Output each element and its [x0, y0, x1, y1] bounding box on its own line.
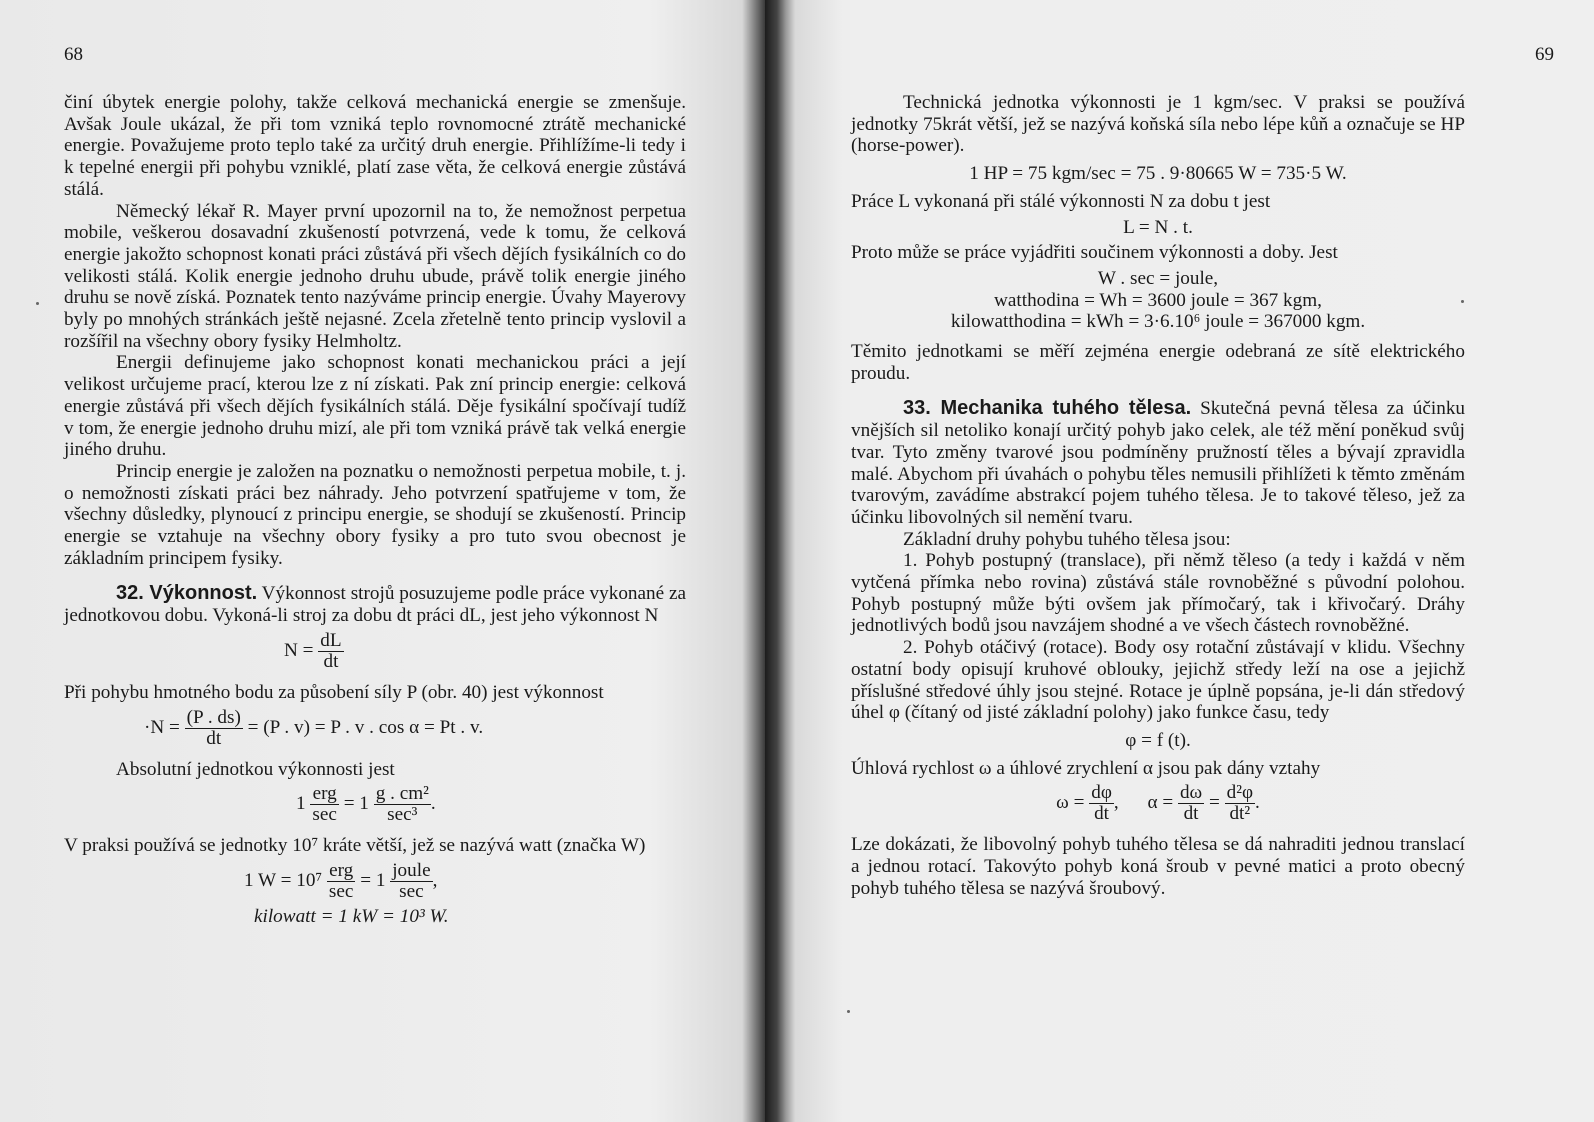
book-gutter	[765, 0, 795, 1122]
right-text-column	[851, 92, 1465, 900]
fraction: $\frac{\text{erg}}{\sec}$	[312, 783, 337, 826]
paragraph: Princip energie je založen na poznatku o nemožnosti perpetua mobile, t. j. o nemožnosti získati práci bez náhrady. Jeho potvrzení spatřujeme v tom, že všechny důsledky, plynoucí z principu energie, se shodují se zkušeností. Princip energie se vztahuje na všechny obory fysiky a pro tuto svou obecnost je základním principem fysiky.	[64, 460, 686, 569]
paragraph: činí úbytek energie polohy, takže celková mechanická energie se zmenšuje. Avšak Joule ukázal, že při tom vzniká teplo rovnomocné ztrátě mechanické energie. Považujeme proto teplo také za určitý druh energie. Přihlížíme-li tedy i k tepelné energii při pohybu vzniklé, platí zase věta, že celková energie zůstává stálá.	[64, 92, 686, 200]
fraction: $\frac{\text{g . cm²}}{\text{sec³}}$	[375, 783, 429, 826]
paragraph: Energii definujeme jako schopnost konati mechanickou práci a její velikost určujeme prací, kterou lze z ní získati. Pak zní princip energie: celková energie zůstává při všech dějích fysikálních stálá. Děje fysikální spočívají tudíž v tom, že energie jednoho druhu mizí, ale při tom vzniká právě tak velká energie jiného druhu.	[64, 352, 686, 461]
fraction: $\frac{dL}{dt}$	[320, 629, 342, 672]
page-number: 68	[64, 44, 83, 65]
equation-kilowatthour: kilowatthodina = kWh = 3·6.10⁶ joule = 367000 kgm.	[950, 311, 1366, 333]
equation-angle: φ = f (t).	[1125, 729, 1191, 751]
paragraph: Absolutní jednotkou výkonnosti jest	[116, 758, 395, 780]
paragraph: 1. Pohyb postupný (translace), při němž těleso (a tedy i každá v něm vytčená přímka nebo rovina) zůstává stále rovnoběžné s původní polohou. Pohyb postupný může býti ovšem jak přímočarý, tak i křivočarý. Dráhy jednotlivých bodů jsou navzájem shodné a ve všech částech rovnoběžné.	[851, 550, 1465, 637]
paragraph: Skutečná pevná tělesa za účinku vnějších sil netoliko konají určitý pohyb jako celek, ale též mění poněkud svůj tvar. Tyto změny tvarové jsou podmíněny pružností těles a bývají zpravidla malé. Abychom při úvahách o pohybu těles nemusili přihlížeti k těmto změnám tvarovým, zavádíme abstrakcí pojem tuhého tělesa. Je to takové těleso, jež za účinku libovolných sil nemění tvaru.	[851, 398, 1466, 528]
left-page	[0, 0, 765, 1122]
print-speck	[847, 1010, 850, 1013]
paragraph: Při pohybu hmotného bodu za působení síly P (obr. 40) jest výkonnost	[64, 681, 604, 703]
fraction: $\frac{(P . ds)}{dt}$	[186, 706, 241, 749]
page-number: 69	[1535, 44, 1554, 65]
equation-horsepower: 1 HP = 75 kgm/sec = 75 . 9·80665 W = 735·5 W.	[969, 163, 1347, 185]
fraction: $\frac{d\varphi}{dt}$	[1091, 782, 1112, 825]
print-speck	[36, 302, 39, 305]
equation-kilowatt: kilowatt = 1 kW = 10³ W.	[254, 905, 449, 927]
equation-absolute-unit: 1 $\frac{\text{erg}}{\sec}$ = 1 $\frac{\text{g . cm²}}{\text{sec³}}$ .	[296, 783, 436, 826]
section-33	[851, 398, 1465, 528]
right-page	[795, 0, 1594, 1122]
left-text-column	[64, 92, 686, 930]
equation-work: L = N . t.	[1123, 216, 1193, 238]
equation-power: N = $\frac{dL}{dt}$	[284, 629, 342, 672]
fraction: $\frac{\text{erg}}{\sec}$	[328, 859, 354, 902]
section-heading: 32. Výkonnost.	[116, 582, 258, 605]
paragraph: Výkonnost strojů posuzujeme podle práce vykonané za jednotkovou dobu. Vykoná-li stroj za dobu dt práci dL, jest jeho výkonnost N	[64, 583, 686, 627]
equation-joule: W . sec = joule,	[1097, 267, 1219, 289]
paragraph: Technická jednotka výkonnosti je 1 kgm/sec. V praksi se používá jednotky 75krát větší, jež se nazývá koňská síla nebo lépe kůň a označuje se HP (horse-power).	[851, 92, 1465, 157]
section-32	[64, 583, 686, 626]
paragraph: Základní druhy pohybu tuhého tělesa jsou:	[903, 528, 1231, 550]
paragraph: Těmito jednotkami se měří zejména energie odebraná ze sítě elektrického proudu.	[851, 341, 1465, 384]
paragraph: Lze dokázati, že libovolný pohyb tuhého tělesa se dá nahraditi jednou translací a jednou rotací. Takovýto pohyb koná šroub v pevné matici a proto obecný pohyb tuhého tělesa se nazývá šroubový.	[851, 834, 1465, 899]
equation-watthour: watthodina = Wh = 3600 joule = 367 kgm,	[994, 289, 1322, 311]
fraction: $\frac{\text{d²φ}}{\text{dt²}}$	[1226, 782, 1254, 825]
fraction: $\frac{\text{joule}}{\sec}$	[392, 859, 431, 902]
section-heading: 33. Mechanika tuhého tělesa.	[903, 397, 1192, 420]
equation-power-point: ·N = $\frac{(P . ds)}{dt}$ = (P . v) = P . v . cos α = Pt . v.	[144, 706, 484, 749]
paragraph: Proto může se práce vyjádřiti součinem výkonnosti a doby. Jest	[851, 242, 1338, 264]
equation-angular: ω = $\frac{d\varphi}{dt}$ , α = $\frac{d\omega}{dt}$ = $\frac{\text{d²φ}}{\text{dt²}}$ .	[1056, 782, 1260, 825]
fraction: $\frac{d\omega}{dt}$	[1179, 782, 1203, 825]
paragraph: Úhlová rychlost ω a úhlové zrychlení α jsou pak dány vztahy	[851, 757, 1321, 779]
print-speck	[1461, 300, 1464, 303]
paragraph: 2. Pohyb otáčivý (rotace). Body osy rotační zůstávají v klidu. Všechny ostatní body opisují kruhové oblouky, jejichž středy leží na ose a jejichž příslušné středové úhly jsou stejné. Rotace je úplně popsána, je-li dán středový úhel φ (čítaný od jisté základní polohy) jako funkce času, tedy	[851, 637, 1465, 724]
paragraph: Německý lékař R. Mayer první upozornil na to, že nemožnost perpetua mobile, veškerou dosavadní zkušeností potvrzená, vede k tomu, že celková energie jakožto schopnost konati práci zůstává při všech dějích fysikálních co do velikosti stálá. Kolik energie jednoho druhu ubude, právě tolik energie jiného druhu se nově získá. Poznatek tento nazýváme princip energie. Úvahy Mayerovy byly po mnohých stránkách ještě nejasné. Zcela zřetelně tento princip vyslovil a rozšířil na všechny obory fysiky Helmholtz.	[64, 200, 686, 352]
equation-watt: 1 W = 10⁷ $\frac{\text{erg}}{\sec}$ = 1 $\frac{\text{joule}}{\sec}$ ,	[244, 859, 438, 902]
paragraph: V praksi používá se jednotky 10⁷ kráte větší, jež se nazývá watt (značka W)	[64, 835, 646, 857]
paragraph: Práce L vykonaná při stálé výkonnosti N za dobu t jest	[851, 190, 1271, 212]
